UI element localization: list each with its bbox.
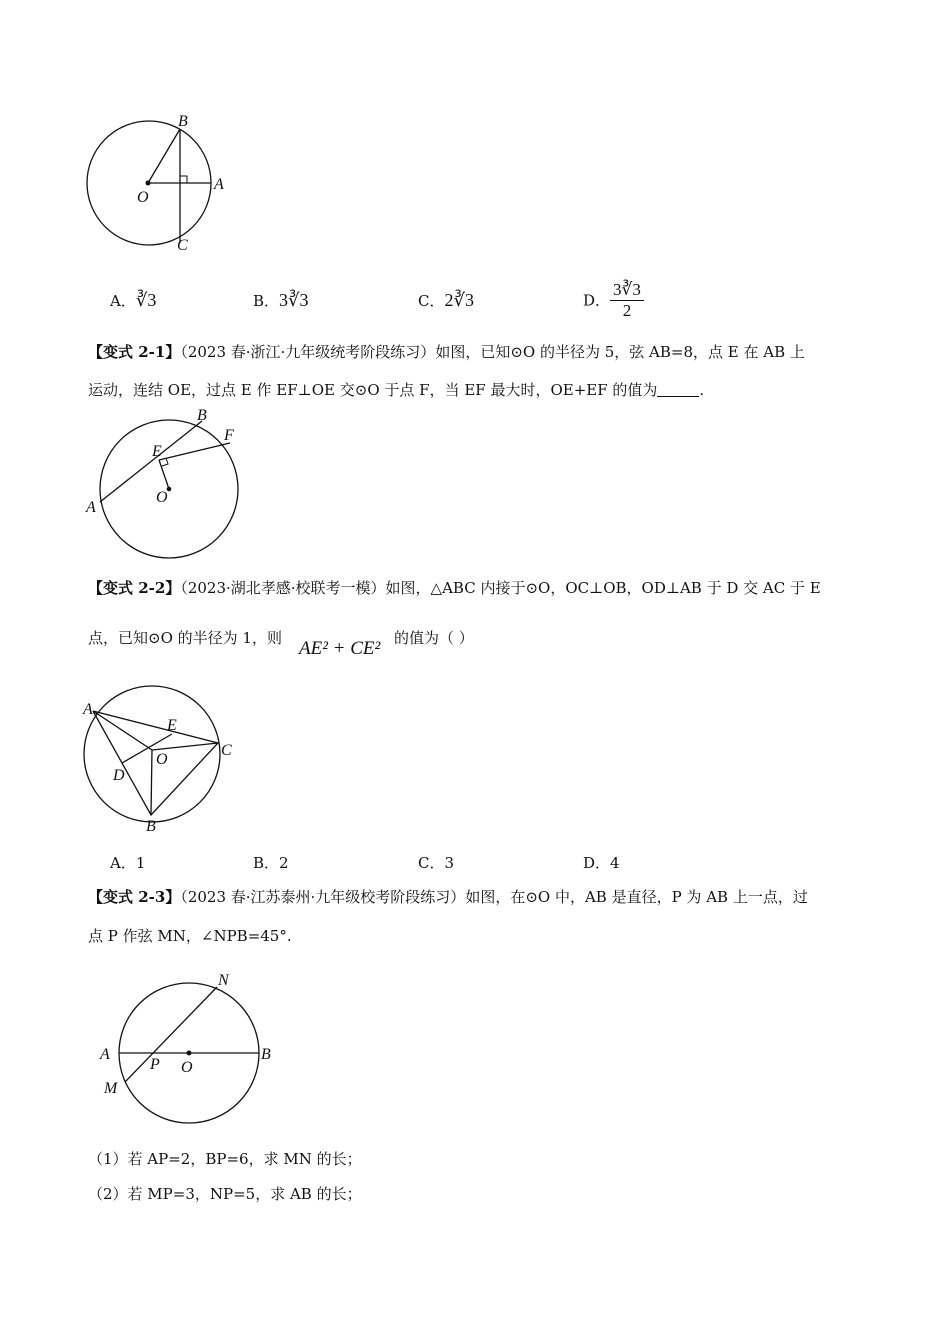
v23-text2: 点 P 作弦 MN，∠NPB=45°. [88, 927, 292, 945]
figure-circle-mn [95, 965, 285, 1130]
v22-option-b-value: 2 [279, 854, 289, 872]
option-c-label: C． [418, 292, 445, 310]
option-d-fraction [610, 280, 644, 321]
option-d [583, 280, 644, 321]
v22-option-d [583, 853, 620, 873]
v22-option-c-label: C． [418, 854, 445, 872]
figure-circle-ef [80, 400, 260, 565]
label-O: O [156, 751, 168, 768]
figure-triangle-abc [80, 680, 250, 835]
v21-text2: 运动，连结 OE，过点 E 作 EF⊥OE 交⊙O 于点 F，当 EF 最大时，OE+EF 的值为 [88, 381, 658, 399]
label-A: A [86, 499, 96, 516]
option-d-numerator: 3∛3 [610, 280, 644, 301]
v23-line2 [88, 926, 292, 946]
label-A: A [214, 176, 224, 193]
label-D: D [113, 767, 125, 784]
v22-text1: 如图，△ABC 内接于⊙O，OC⊥OB，OD⊥AB 于 D 交 AC 于 E [385, 579, 821, 597]
v22-option-b [253, 853, 289, 873]
v23-sub1: （1）若 AP=2，BP=6，求 MN 的长； [88, 1150, 362, 1168]
option-a-label: A． [110, 292, 136, 310]
option-a [110, 290, 156, 311]
label-E: E [152, 443, 162, 460]
label-F: F [224, 427, 234, 444]
option-b-label: B． [253, 292, 280, 310]
v21-text2-end: . [699, 381, 705, 399]
figure-circle-oab [80, 110, 240, 260]
option-b [253, 290, 309, 311]
v23-line1 [88, 887, 808, 907]
label-O: O [156, 489, 168, 506]
label-M: M [104, 1080, 118, 1097]
option-b-value: 3∛3 [279, 290, 309, 310]
label-B: B [146, 818, 156, 835]
v21-line2 [88, 380, 704, 400]
v22-text2: 点，已知⊙O 的半径为 1，则 [88, 629, 282, 647]
answer-blank [657, 382, 699, 397]
v21-line1 [88, 342, 805, 362]
label-B: B [178, 113, 188, 130]
label-E: E [167, 717, 177, 734]
v22-option-c [418, 853, 454, 873]
label-C: C [221, 742, 232, 759]
option-d-denominator: 2 [622, 301, 632, 320]
v22-option-a-label: A． [110, 854, 136, 872]
label-C: C [177, 237, 188, 254]
v23-source: （2023 春·江苏泰州·九年级校考阶段练习） [180, 888, 466, 906]
option-c [418, 290, 474, 311]
label-O: O [137, 189, 149, 206]
label-A: A [100, 1046, 110, 1063]
v22-line1 [88, 578, 821, 598]
label-P: P [150, 1056, 160, 1073]
v22-text2-end: 的值为（ ） [394, 629, 474, 647]
v22-source: （2023·湖北孝感·校联考一模） [180, 579, 386, 597]
v22-line2 [88, 628, 282, 648]
v23-sub2: （2）若 MP=3，NP=5，求 AB 的长； [88, 1185, 362, 1203]
label-B: B [197, 407, 207, 424]
v22-option-a-value: 1 [135, 854, 146, 872]
v22-tag: 【变式 2-2】 [88, 579, 181, 597]
v21-text1: 如图，已知⊙O 的半径为 5，弦 AB=8，点 E 在 AB 上 [435, 343, 805, 361]
v22-option-c-value: 3 [444, 854, 455, 872]
label-A: A [83, 701, 93, 718]
v22-line2-end [394, 628, 474, 648]
v22-option-d-value: 4 [610, 854, 620, 872]
option-d-label: D． [583, 291, 611, 310]
v21-source: （2023 春·浙江·九年级统考阶段练习） [180, 343, 436, 361]
v22-option-d-label: D． [583, 854, 611, 872]
v23-tag: 【变式 2-3】 [88, 888, 181, 906]
v21-tag: 【变式 2-1】 [88, 343, 181, 361]
option-c-value: 2∛3 [444, 290, 474, 310]
v22-option-b-label: B． [253, 854, 280, 872]
v22-expression: AE² + CE² [299, 638, 381, 659]
label-N: N [218, 972, 229, 989]
option-a-value: ∛3 [135, 290, 157, 310]
v23-text1: 如图，在⊙O 中，AB 是直径，P 为 AB 上一点，过 [465, 888, 808, 906]
v22-option-a [110, 853, 145, 873]
label-O: O [181, 1059, 193, 1076]
label-B: B [261, 1046, 271, 1063]
